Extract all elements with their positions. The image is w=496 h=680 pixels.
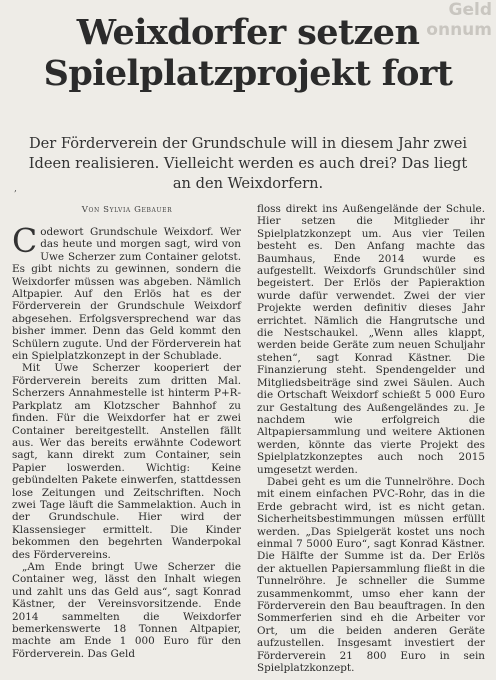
paragraph-5: Dabei geht es um die Tunnelröhre. Doch mit einem einfachen PVC-Rohr, das in die Erde gebracht wird, ist es nicht getan. Sicherheitsbestimmungen müssen erfüllt werden. „Das Spielgerät kostet uns noch einmal 7 5000 Euro“, sagt Konrad Kästner. Die Hälfte der Summe ist da. Der Erlös der aktuellen Papiersammlung fließt in die Tunnelröhre. Je schneller die Summe zusammenkommt, umso eher kann der Förderverein den Bau beauftragen. In den Sommerferien sind eh die Arbeiter vor Ort, um die beiden anderen Geräte aufzustellen. Insgesamt investiert der Förderverein 21 800 Euro in sein Spielplatzkonzept. <box>257 475 485 675</box>
headline <box>0 12 496 94</box>
byline: Von Sylvia Gebauer <box>81 205 173 215</box>
article-column-1 <box>12 221 241 660</box>
paragraph-1 <box>12 221 241 363</box>
adjacent-article-bleed: Geld onnum <box>426 0 492 40</box>
paragraph-3: „Am Ende bringt Uwe Scherzer die Container weg, lässt den Inhalt wiegen und zahlt uns das Geld aus“, sagt Konrad Kästner, der Vereinsvorsitzende. Ende 2014 sammelten die Weixdorfer bemerkenswerte 18 Tonnen Altpapier, machte am Ende 1 000 Euro für den Förderverein. Das Geld <box>12 560 241 660</box>
stray-mark: ‚ <box>14 184 17 194</box>
headline-line-2: Spielplatzprojekt fort <box>43 53 453 94</box>
paragraph-4: floss direkt ins Außengelände der Schule. Hier setzen die Mitglieder ihr Spielplatzkonzept um. Aus vier Teilen besteht es. Den Anfang machte das Baumhaus, Ende 2014 wurde es aufgestellt. Weixdorfs Grundschüler sind begeistert. Der Erlös der Papieraktion wurde dafür verwendet. Zwei der vier Projekte werden definitiv dieses Jahr errichtet. Nämlich die Hangrutsche und die Nestschaukel. „Wenn alles klappt, werden beide Geräte zum neuen Schuljahr stehen“, sagt Konrad Kästner. Die Finanzierung steht. Spendengelder und Mitgliedsbeiträge sind zwei Säulen. Auch die Ortschaft Weixdorf schießt 5 000 Euro zur Gestaltung des Außengeländes zu. Je nachdem wie erfolgreich die Altpapiersammlung und weitere Aktionen werden, könnte das vierte Projekt des Spielplatzkonzeptes auch noch 2015 umgesetzt werden. <box>257 203 485 476</box>
headline-line-1: Weixdorfer setzen <box>76 12 420 53</box>
subheadline: Der Förderverein der Grundschule will in diesem Jahr zwei Ideen realisieren. Vielleicht werden es auch drei? Das liegt an den Weixdorfern. <box>28 135 468 192</box>
paragraph-1-text: odewort Grundschule Weixdorf. Wer das heute und morgen sagt, wird von Uwe Scherzer zum Container gelotst. Es gibt nichts zu gewinnen, sondern die Weixdorfer müssen was abgeben. Nämlich Altpapier. Auf den Erlös hat es der Förderverein der Grundschule Weixdorf abgesehen. Erfolgsversprechend war das bisher immer. Denn das Geld kommt den Schülern zugute. Und der Förderverein hat ein Spielplatzkonzept in der Schublade. <box>12 226 241 363</box>
article-column-2 <box>257 203 485 674</box>
paragraph-2: Mit Uwe Scherzer kooperiert der Förderverein bereits zum dritten Mal. Scherzers Annahmestelle ist hinterm P+R-Parkplatz am Klotzscher Bahnhof zu finden. Für die Weixdorfer hat er zwei Container bereitgestellt. Anstellen fällt aus. Wer das bereits erwähnte Codewort sagt, kann direkt zum Container, sein Papier loswerden. Wichtig: Keine gebündelten Pakete einwerfen, stattdessen lose Zeitungen und Zeitschriften. Noch zwei Tage läuft die Sammelaktion. Auch in der Grundschule. Hier wird der Klassensieger ermittelt. Die Kinder bekommen den begehrten Wanderpokal des Fördervereins. <box>12 362 241 561</box>
drop-cap: C <box>12 221 38 260</box>
